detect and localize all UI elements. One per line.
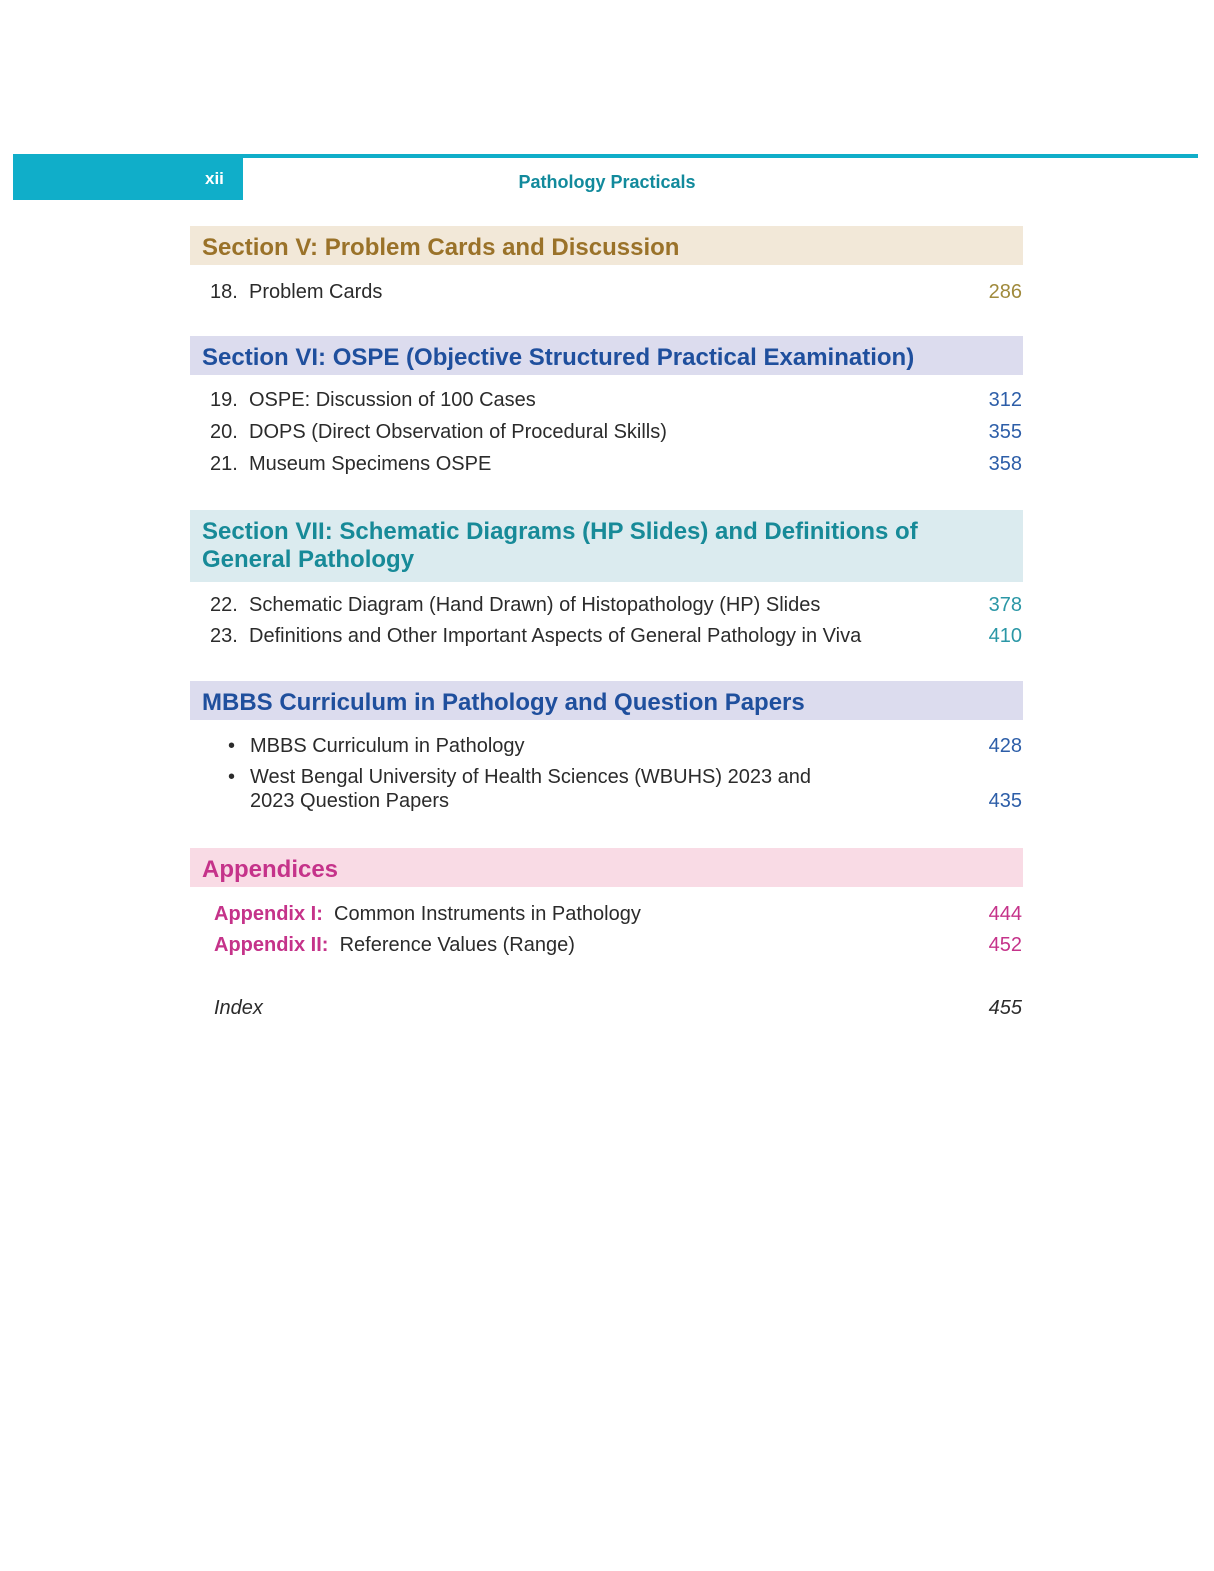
entry-title: Reference Values (Range) (339, 934, 575, 956)
entry-number: 19. (210, 389, 238, 411)
section-v-heading: Section V: Problem Cards and Discussion (190, 226, 1023, 265)
entry-page: 378 (988, 594, 1022, 616)
running-title: Pathology Practicals (518, 172, 696, 192)
bullet: • (228, 735, 236, 757)
index-title: Index (214, 997, 263, 1019)
appendix-label: Appendix I: (214, 903, 323, 925)
entry-page: 358 (988, 453, 1022, 475)
entry-page: 435 (988, 790, 1022, 812)
entry-page: 410 (988, 625, 1022, 647)
entry-page: 428 (988, 735, 1022, 757)
entry-title-line1: West Bengal University of Health Sciences (WBUHS) 2023 and (250, 766, 811, 788)
entry-page: 444 (988, 903, 1022, 925)
section-vi-heading: Section VI: OSPE (Objective Structured Practical Examination) (190, 336, 1023, 375)
page-folio: xii (205, 169, 224, 188)
entry-page: 452 (988, 934, 1022, 956)
entry-page: 286 (988, 281, 1022, 303)
entry-number: 18. (210, 281, 238, 303)
entry-title: DOPS (Direct Observation of Procedural Skills) (249, 421, 667, 443)
entry-title: OSPE: Discussion of 100 Cases (249, 389, 536, 411)
bullet: • (228, 766, 236, 788)
appendices-heading: Appendices (190, 848, 1023, 887)
entry-number: 22. (210, 594, 238, 616)
entry-page: 312 (988, 389, 1022, 411)
appendix-label: Appendix II: (214, 934, 329, 956)
entry-title: Museum Specimens OSPE (249, 453, 492, 475)
section-vii-heading-line1: Section VII: Schematic Diagrams (HP Slides) and Definitions of (202, 518, 918, 545)
entry-title-line2: 2023 Question Papers (250, 790, 450, 812)
mbbs-heading: MBBS Curriculum in Pathology and Question Papers (190, 681, 1023, 720)
entry-title: Definitions and Other Important Aspects of General Pathology in Viva (249, 625, 862, 647)
entry-number: 21. (210, 453, 238, 475)
section-vii-heading (190, 510, 1023, 582)
entry-title: Common Instruments in Pathology (334, 903, 641, 925)
section-vii-heading-line2: General Pathology (202, 546, 415, 573)
entry-number: 23. (210, 625, 238, 647)
entry-title: MBBS Curriculum in Pathology (250, 735, 525, 757)
entry-title: Schematic Diagram (Hand Drawn) of Histopathology (HP) Slides (249, 594, 821, 616)
index-page: 455 (988, 997, 1022, 1019)
entry-page: 355 (988, 421, 1022, 443)
entry-number: 20. (210, 421, 238, 443)
entry-title: Problem Cards (249, 281, 383, 303)
